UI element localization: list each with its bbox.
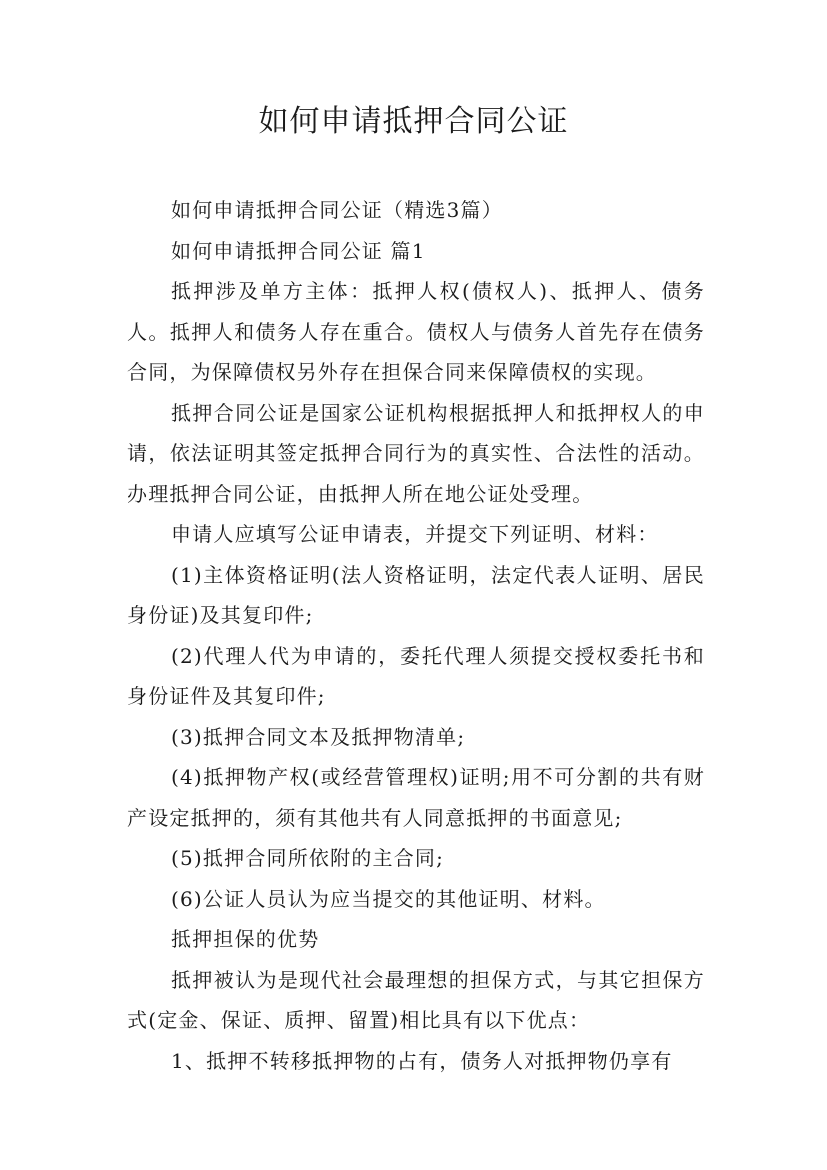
paragraph-subtitle: 如何申请抵押合同公证（精选3篇）: [171, 198, 503, 222]
list-item: (6)公证人员认为应当提交的其他证明、材料。: [171, 886, 606, 911]
list-item: (1)主体资格证明(法人资格证明，法定代表人证明、居民身份证)及其复印件;: [127, 562, 705, 627]
paragraph-section-heading: 如何申请抵押合同公证 篇1: [171, 238, 426, 263]
document-title: 如何申请抵押合同公证: [258, 104, 569, 139]
list-item: (2)代理人代为申请的，委托代理人须提交授权委托书和身份证件及其复印件;: [127, 643, 705, 708]
list-item: (5)抵押合同所依附的主合同;: [171, 846, 445, 870]
paragraph: 抵押被认为是现代社会最理想的担保方式，与其它担保方式(定金、保证、质押、留置)相比具有以下优点：: [127, 967, 705, 1032]
paragraph-heading: 抵押担保的优势: [171, 927, 320, 951]
list-item: (3)抵押合同文本及抵押物清单;: [171, 724, 466, 749]
paragraph: 抵押合同公证是国家公证机构根据抵押人和抵押权人的申请，依法证明其签定抵押合同行为的真实性、合法性的活动。办理抵押合同公证，由抵押人所在地公证处受理。: [127, 400, 705, 506]
paragraph: 1、抵押不转移抵押物的占有，债务人对抵押物仍享有: [171, 1048, 673, 1073]
paragraph: 抵押涉及单方主体：抵押人权(债权人)、抵押人、债务人。抵押人和债务人存在重合。债权人与债务人首先存在债务合同，为保障债权另外存在担保合同来保障债权的实现。: [127, 279, 705, 384]
paragraph: 申请人应填写公证申请表，并提交下列证明、材料：: [171, 522, 659, 546]
list-item: (4)抵押物产权(或经营管理权)证明;用不可分割的共有财产设定抵押的，须有其他共有人同意抵押的书面意见;: [127, 765, 705, 830]
document-body: [127, 190, 705, 1081]
